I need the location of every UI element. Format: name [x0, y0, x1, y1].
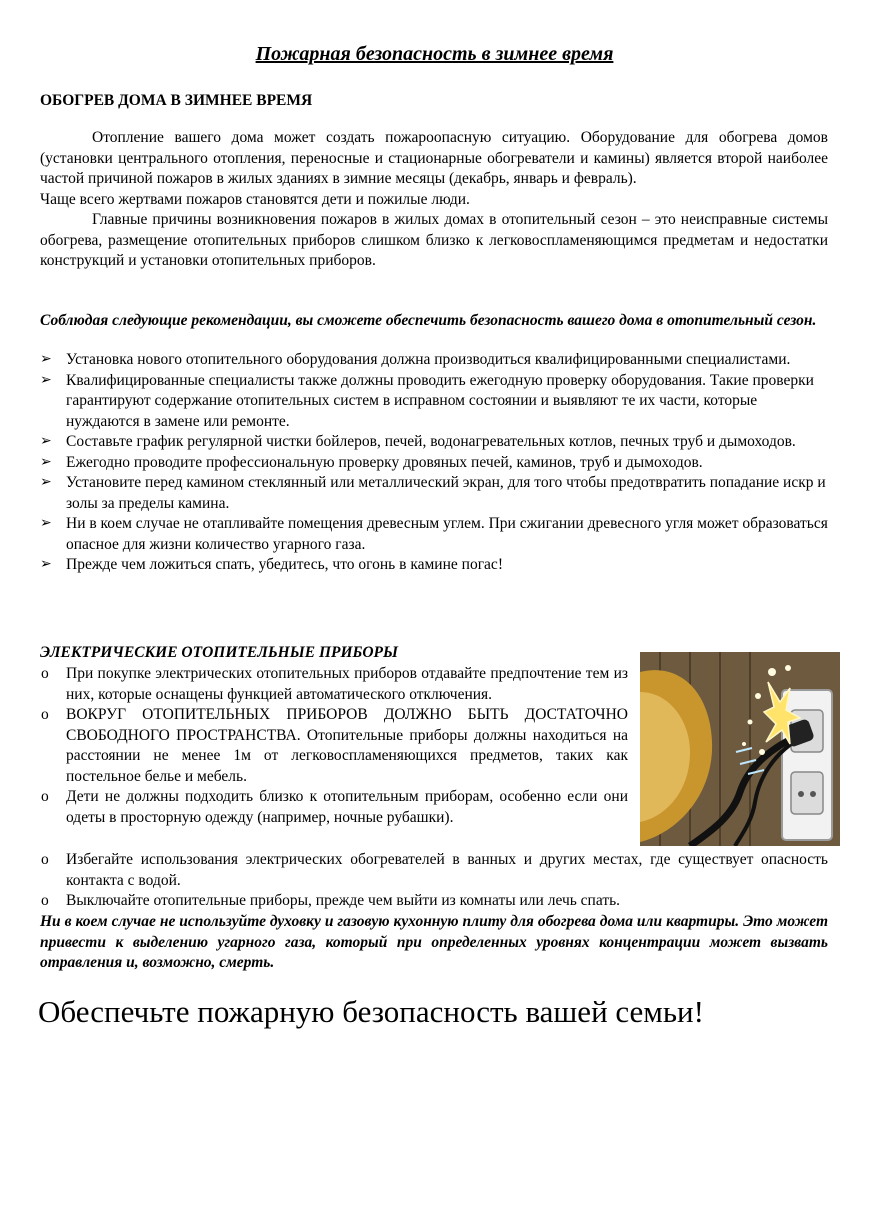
intro-paragraph-3: Главные причины возникновения пожаров в жилых домах в отопительный сезон – это неисправные системы обогрева, размещение отопительных приборов слишком близко к легковоспламеняющимся предметам и недостатки конструкций и установки отопительных приборов. [40, 211, 828, 269]
section-heading-heating: ОБОГРЕВ ДОМА В ЗИМНЕЕ ВРЕМЯ [40, 92, 313, 109]
list-item: ➢ Квалифицированные специалисты также должны проводить ежегодную проверку оборудования. Такие проверки гарантируют содержание отопительных систем в исправном состоянии и выявляют те их части, которые нуждаются в замене или ремонте. [40, 371, 814, 430]
list-item: ➢ Прежде чем ложиться спать, убедитесь, что огонь в камине погас! [40, 555, 828, 576]
warning-text: Ни в коем случае не используйте духовку и газовую кухонную плиту для обогрева дома или квартиры. Это может привести к выделению угарного газа, который при определенных уровнях концентрации может вызвать отравления и, возможно, смерть. [40, 913, 828, 971]
closing-slogan: Обеспечьте пожарную безопасность вашей семьи! [38, 994, 704, 1029]
arrow-bullet-icon: ➢ [40, 475, 52, 490]
page-title: Пожарная безопасность в зимнее время [255, 43, 614, 65]
arrow-bullet-icon: ➢ [40, 516, 52, 531]
sparking-electrical-outlet-icon [640, 652, 840, 846]
arrow-bullet-icon: ➢ [40, 454, 52, 470]
circle-bullet-icon: o [41, 788, 49, 805]
list-item: o Выключайте отопительные приборы, прежде чем выйти из комнаты или лечь спать. [40, 891, 828, 912]
arrow-bullet-icon: ➢ [40, 372, 52, 388]
list-item: ➢ Ежегодно проводите профессиональную проверку дровяных печей, каминов, труб и дымоходов. [40, 453, 828, 474]
list-item: o ВОКРУГ ОТОПИТЕЛЬНЫХ ПРИБОРОВ ДОЛЖНО БЫТЬ ДОСТАТОЧНО СВОБОДНОГО ПРОСТРАНСТВА. Отопительные приборы должны находиться на расстоянии не менее 1м от легковоспламеняющихся предметов, таких как постельное белье и мебель. [41, 706, 628, 785]
intro-text [40, 128, 828, 272]
list-item: ➢ Ни в коем случае не отапливайте помещения древесным углем. При сжигании древесного угля может образоваться опасное для жизни количество угарного газа. [40, 515, 828, 553]
list-item: o При покупке электрических отопительных приборов отдавайте предпочтение тем из них, которые оснащены функцией автоматического отключения. [41, 665, 628, 703]
electric-list-full [40, 850, 828, 912]
circle-bullet-icon: o [41, 851, 49, 868]
arrow-bullet-icon: ➢ [40, 352, 52, 367]
circle-bullet-icon: o [41, 706, 49, 723]
arrow-bullet-icon: ➢ [40, 434, 52, 449]
list-item: ➢ Установите перед камином стеклянный или металлический экран, для того чтобы предотвратить попадание искр и золы за пределы камина. [40, 474, 826, 512]
circle-bullet-icon: o [41, 892, 49, 909]
intro-paragraph-1: Отопление вашего дома может создать пожароопасную ситуацию. Оборудование для обогрева домов (установки центрального отопления, переносные и стационарные обогреватели и камины) является второй наиболее частой причиной пожаров в жилых зданиях в зимние месяцы (декабрь, январь и февраль). [40, 129, 828, 187]
recommendation-lead: Соблюдая следующие рекомендации, вы сможете обеспечить безопасность вашего дома в отопительный сезон. [40, 312, 817, 329]
electric-list-wrapped [40, 664, 628, 828]
list-item: o Избегайте использования электрических обогревателей в ванных и других местах, где существует опасность контакта с водой. [41, 851, 828, 889]
list-item: ➢ Установка нового отопительного оборудования должна производиться квалифицированными специалистами. [40, 350, 828, 371]
safety-tips-list [40, 350, 828, 576]
circle-bullet-icon: o [41, 665, 49, 682]
list-item: o Дети не должны подходить близко к отопительным приборам, особенно если они одеты в просторную одежду (например, ночные рубашки). [41, 788, 628, 826]
intro-paragraph-2: Чаще всего жертвами пожаров становятся дети и пожилые люди. [40, 190, 470, 208]
sparking-outlet-illustration [640, 652, 840, 846]
section-heading-electric: ЭЛЕКТРИЧЕСКИЕ ОТОПИТЕЛЬНЫЕ ПРИБОРЫ [40, 644, 399, 661]
list-item: ➢ Составьте график регулярной чистки бойлеров, печей, водонагревательных котлов, печных труб и дымоходов. [40, 432, 828, 453]
arrow-bullet-icon: ➢ [40, 557, 52, 572]
